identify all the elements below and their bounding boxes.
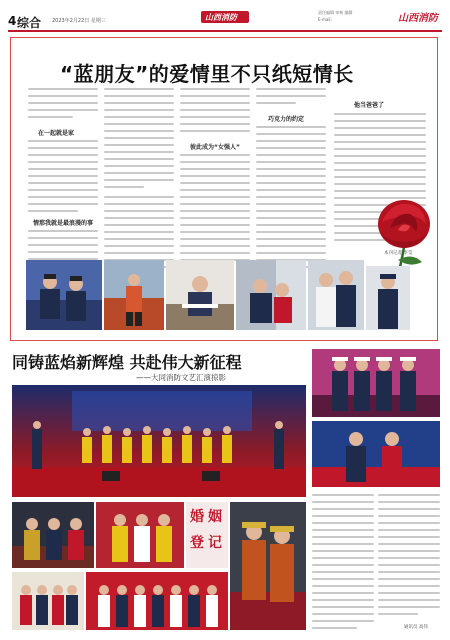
article1-byline: 本刊记者 李莹 xyxy=(384,251,413,256)
article1-subhead-3: 巧克力的约定 xyxy=(268,116,305,123)
article2-photo-group xyxy=(12,572,84,630)
article2-photo-dancers xyxy=(96,502,184,568)
article2-headline: 同铸蓝焰新辉煌 共赴伟大新征程 xyxy=(12,353,242,372)
stage-performance-photo xyxy=(12,385,306,497)
page-number: 4 xyxy=(8,14,17,28)
article1-column-4 xyxy=(256,88,326,288)
stamp-char-3: 登 xyxy=(190,535,204,551)
article2-photo-singers xyxy=(312,349,440,417)
article1-photo-5 xyxy=(308,260,364,330)
right-logo: 山西消防 xyxy=(398,13,438,24)
article2-photo-band xyxy=(12,502,94,568)
article1-subhead-4: 他当爸爸了 xyxy=(354,102,385,109)
article1-subhead-1: 在一起就是家 xyxy=(38,130,75,137)
article1-photo-6 xyxy=(366,266,410,330)
article1-photo-4 xyxy=(236,260,306,330)
article1-subhead-2: 彼此成为“女强人” xyxy=(190,144,240,151)
article1-column-1 xyxy=(28,88,98,288)
stamp-char-2: 姻 xyxy=(208,509,222,525)
article2-subhead: ——大同消防文艺汇演掠影 xyxy=(136,373,226,382)
date-line: 2023年2月22日 星期三 xyxy=(52,18,106,24)
article1-photo-1 xyxy=(26,260,102,330)
center-logo-text: 山西消防 xyxy=(205,13,237,22)
article1-subhead-5: 情那我就是最浪漫的事 xyxy=(33,220,94,227)
article1-headline: “蓝朋友”的爱情里不只纸短情长 xyxy=(60,62,354,86)
article2-byline: 通讯员 高伟 xyxy=(404,625,428,630)
center-logo xyxy=(201,11,249,23)
section-name: 综合 xyxy=(17,16,42,30)
contact-line-1: 责任编辑 审核 编辑 xyxy=(318,10,353,15)
article1-column-2 xyxy=(104,88,174,288)
article1-photo-3 xyxy=(166,260,234,330)
article2-photo-firefighters xyxy=(230,502,306,630)
article1-photo-2 xyxy=(104,260,164,330)
article2-column-2 xyxy=(378,494,440,634)
article2-column-1 xyxy=(312,494,374,634)
stamp-char-1: 婚 xyxy=(190,509,204,525)
article2-photo-chorus xyxy=(86,572,228,630)
page-header xyxy=(0,0,450,34)
stamp-char-4: 记 xyxy=(208,535,222,551)
marriage-stamp-graphic xyxy=(186,502,228,568)
header-rule xyxy=(8,30,442,32)
contact-line-2: E-mail: xyxy=(318,17,332,22)
article2-photo-duo xyxy=(312,421,440,487)
article1-column-3 xyxy=(180,88,250,288)
